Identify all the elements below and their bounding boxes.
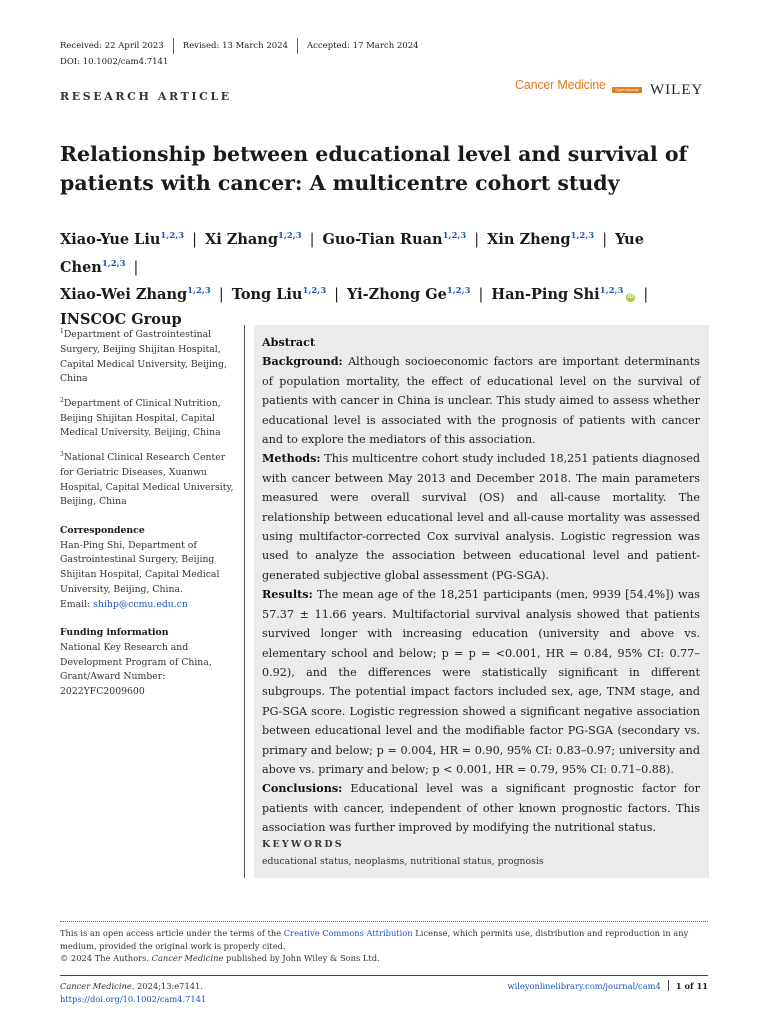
abstract-conclusions: Conclusions: Educational level was a significant prognostic factor for patients with cancer, independent of other known prognostic factors. This association was further improved by modifying the nutritional status. <box>262 781 700 835</box>
publisher-logo: WILEY <box>650 82 704 98</box>
journal-site-link[interactable]: wileyonlinelibrary.com/journal/cam4 <box>507 980 661 991</box>
divider <box>297 38 298 54</box>
side-column <box>60 325 238 707</box>
abstract-box <box>254 325 709 878</box>
citation: Cancer Medicine. 2024;13:e7141. https://doi.org/10.1002/cam4.7141 <box>60 981 207 1004</box>
page-number: 1 of 11 <box>675 980 708 991</box>
author[interactable]: Xiao-Yue Liu$^{1,2,3}$ <box>60 231 185 248</box>
abstract-results: Results: The mean age of the 18,251 participants (men, 9939 [54.4%]) was 57.37 ± 11.66 years. Multifactorial survival analysis showed that patients survived longer with increasing education (university and above vs. elementary school and below; p = p = <0.001, HR = 0.84, 95% CI: 0.77–0.92), and the differences were statistically significant in different subgroups. The potential impact factors included sex, age, TNM stage, and PG-SGA score. Logistic regression showed a significant negative association between educational level and the modifiable factor PG-SGA (secondary vs. primary and below; p = 0.004, HR = 0.90, 95% CI: 0.83–0.97; university and above vs. primary and below; p < 0.001, HR = 0.79, 95% CI: 0.71–0.88). <box>262 587 700 776</box>
author[interactable]: INSCOC Group <box>60 310 182 328</box>
author[interactable]: Han-Ping Shi$^{1,2,3}$ <box>491 286 624 303</box>
article-dates <box>60 38 419 54</box>
affiliation: $^2$Department of Clinical Nutrition, Beijing Shijitan Hospital, Capital Medical University, Beijing, China <box>60 396 221 439</box>
funding-label: Funding information <box>60 627 169 639</box>
email-link[interactable]: shihp@ccmu.edu.cn <box>93 598 188 610</box>
author-list: Xiao-Yue Liu$^{1,2,3}$ | Xi Zhang$^{1,2,3}$ | Guo-Tian Ruan$^{1,2,3}$ | Xin Zheng$^{1,2,3}$ | Yue Chen$^{1,2,3}$ | Xiao-Wei Zhang$^{1,2,3}$ | Tong Liu$^{1,2,3}$ | Yi-Zhong Ge$^{1,2,3}$ | Han-Ping Shi$^{1,2,3}$iD | INSCOC Group <box>60 231 649 328</box>
author[interactable]: Guo-Tian Ruan$^{1,2,3}$ <box>322 231 467 248</box>
column-divider <box>244 325 245 878</box>
abstract-background: Background: Although socioeconomic factors are important determinants of population mortality, the effect of educational level on the survival of patients with cancer in China is unclear. This study aimed to assess whether educational level is associated with the prognosis of patients with cancer and to explore the mediators of this association. <box>262 354 700 447</box>
correspondence: Correspondence Han-Ping Shi, Department of Gastrointestinal Surgery, Beijing Shijitan Hospital, Capital Medical University, Beijing, China. Email: shihp@ccmu.edu.cn <box>60 525 220 610</box>
abstract-heading: Abstract <box>262 335 316 349</box>
footer-right <box>508 980 709 991</box>
cc-license-link[interactable]: Creative Commons Attribution <box>283 928 413 938</box>
license-text: This is an open access article under the terms of the Creative Commons Attribution License, which permits use, distribution and reproduction in any medium, provided the original work is properly cited. © 2024 The Authors. Cancer Medicine published by John Wiley & Sons Ltd. <box>60 928 689 963</box>
journal-logo: Cancer Medicine <box>515 78 606 92</box>
keywords: educational status, neoplasms, nutritional status, prognosis <box>262 856 544 867</box>
received-date: Received: 22 April 2023 <box>60 41 164 51</box>
affiliation: $^3$National Clinical Research Center for Geriatric Diseases, Xuanwu Hospital, Capital Medical University, Beijing, China <box>60 451 234 508</box>
author[interactable]: Yue Chen$^{1,2,3}$ <box>60 231 644 276</box>
author[interactable]: Xin Zheng$^{1,2,3}$ <box>487 231 595 248</box>
doi-link[interactable]: https://doi.org/10.1002/cam4.7141 <box>60 994 207 1004</box>
affiliation: $^1$Department of Gastrointestinal Surgery, Beijing Shijitan Hospital, Capital Medical University, Beijing, China <box>60 328 227 385</box>
revised-date: Revised: 13 March 2024 <box>182 41 288 51</box>
open-access-badge: Open Access <box>612 87 642 93</box>
author[interactable]: Tong Liu$^{1,2,3}$ <box>231 286 327 303</box>
funding: Funding information National Key Research and Development Program of China, Grant/Award Number: 2022YFC2009600 <box>60 627 212 698</box>
accepted-date: Accepted: 17 March 2024 <box>307 41 419 51</box>
author[interactable]: Xiao-Wei Zhang$^{1,2,3}$ <box>60 286 211 303</box>
divider <box>668 980 669 991</box>
divider <box>173 38 174 54</box>
correspondence-label: Correspondence <box>60 525 145 537</box>
keywords-heading: KEYWORDS <box>262 839 344 850</box>
footer-rule <box>60 975 708 976</box>
author[interactable]: Xi Zhang$^{1,2,3}$ <box>204 231 302 248</box>
article-type: RESEARCH ARTICLE <box>60 90 232 103</box>
article-title: Relationship between educational level and survival of patients with cancer: A multicentre cohort study <box>60 142 688 195</box>
footnote-divider <box>60 921 708 922</box>
doi: DOI: 10.1002/cam4.7141 <box>60 57 169 67</box>
author[interactable]: Yi-Zhong Ge$^{1,2,3}$ <box>347 286 471 303</box>
orcid-icon[interactable]: iD <box>627 294 634 300</box>
abstract-methods: Methods: This multicentre cohort study included 18,251 patients diagnosed with cancer between May 2013 and December 2018. The main parameters measured were overall survival (OS) and all-cause mortality. The relationship between educational level and all-cause mortality was assessed using multifactor-corrected Cox survival analysis. Logistic regression was used to analyze the association between educational level and patient-generated subjective global assessment (PG-SGA). <box>262 451 700 582</box>
